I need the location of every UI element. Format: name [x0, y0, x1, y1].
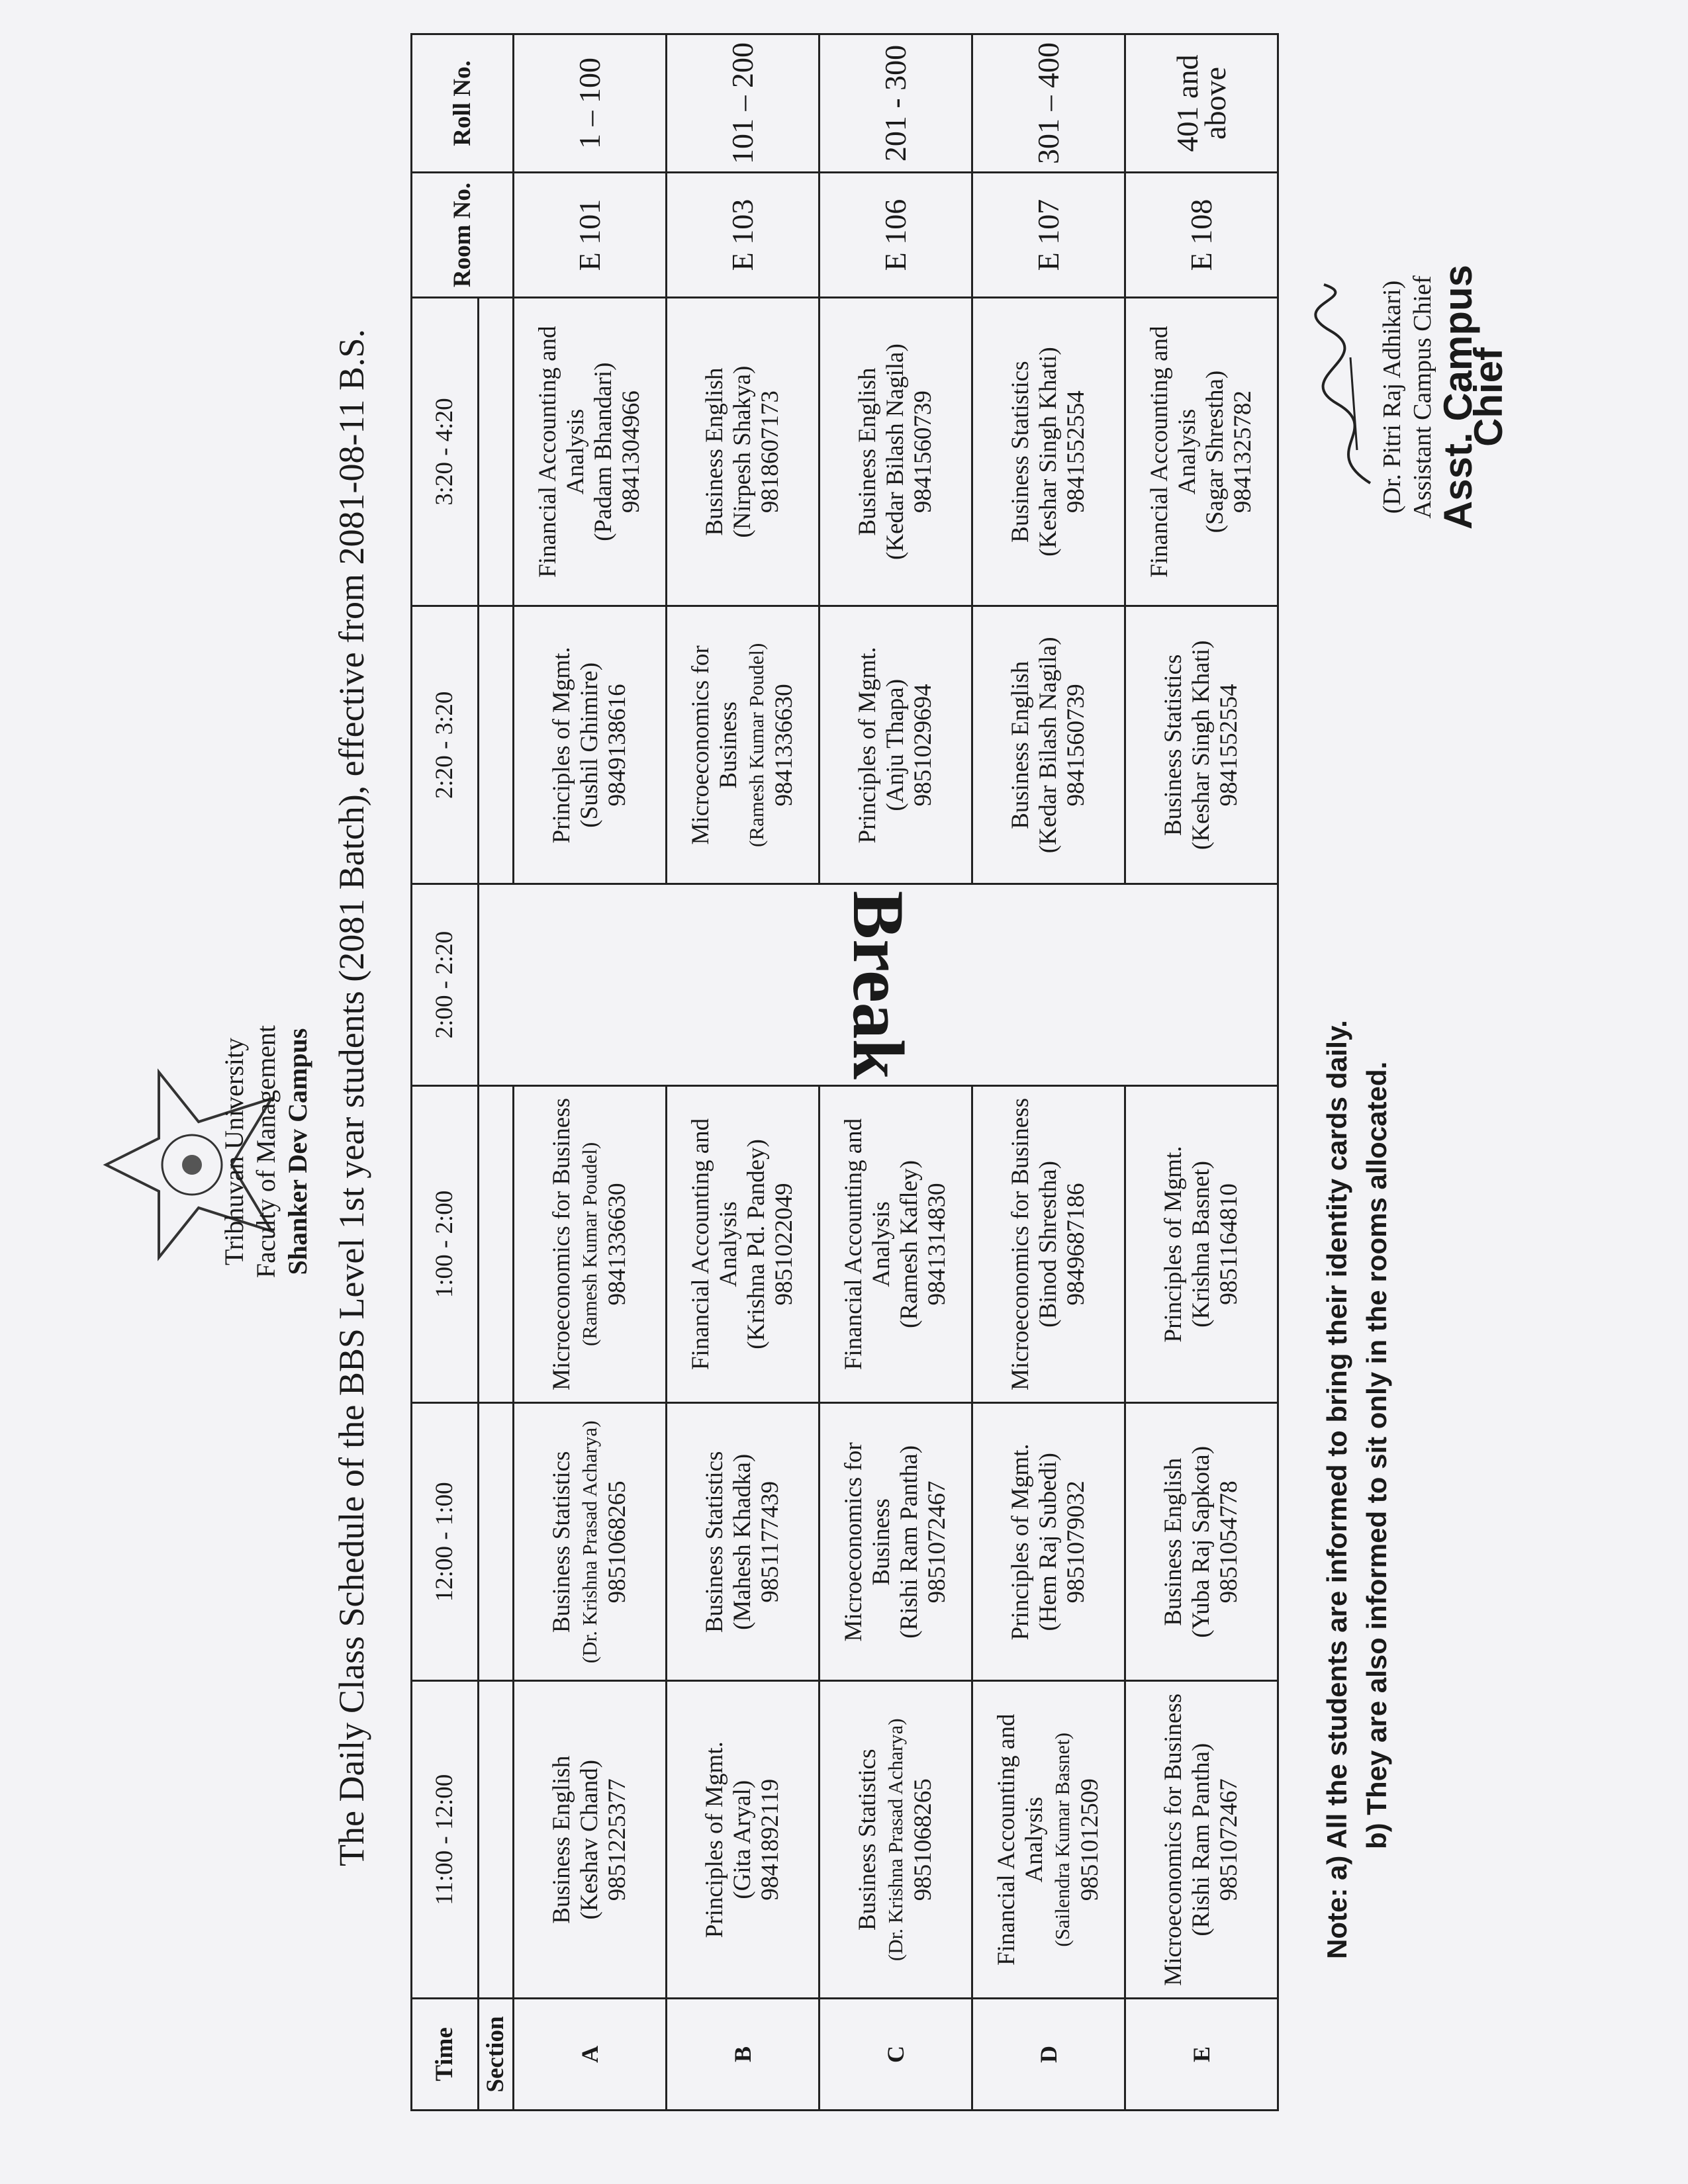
class-cell: Financial Accounting and Analysis (Padam Bhandari) 9841304966 — [514, 298, 667, 606]
roll-range: 201 - 300 — [820, 34, 972, 173]
class-cell: Business Statistics (Dr. Krishna Prasad Acharya) 9851068265 — [514, 1403, 667, 1681]
section-header: Section — [479, 1999, 514, 2111]
class-cell: Principles of Mgmt. (Sushil Ghimire) 9849138616 — [514, 606, 667, 884]
class-cell: Microeconomics for Business (Ramesh Kumar Poudel) 9841336630 — [667, 606, 820, 884]
break-cell — [479, 884, 1278, 1085]
class-cell: Business English (Kedar Bilash Nagila) 9841560739 — [820, 298, 972, 606]
slot-header-4: 2:00 - 2:20 — [412, 884, 479, 1085]
class-cell: Business Statistics (Mahesh Khadka) 9851177439 — [667, 1403, 820, 1681]
room-header: Room No. — [412, 173, 514, 298]
class-cell: Principles of Mgmt. (Anju Thapa) 9851029694 — [820, 606, 972, 884]
class-cell: Business English (Kedar Bilash Nagila) 9841560739 — [972, 606, 1125, 884]
class-cell: Business English (Yuba Raj Sapkota) 9851054778 — [1125, 1403, 1278, 1681]
designation-stamp: Asst. Campus Chief — [1436, 264, 1511, 530]
class-cell: Principles of Mgmt. (Gita Aryal) 9841892119 — [667, 1681, 820, 1999]
room-number: E 103 — [667, 173, 820, 298]
class-cell: Business Statistics (Keshar Singh Khati) 9841552554 — [1125, 606, 1278, 884]
class-cell: Business Statistics (Keshar Singh Khati) 9841552554 — [972, 298, 1125, 606]
roll-range: 1 – 100 — [514, 34, 667, 173]
section-label: B — [667, 1999, 820, 2111]
page-title: The Daily Class Schedule of the BBS Level 1st year students (2081 Batch), effective from 2081-08-11 B.S. — [332, 328, 371, 1866]
class-cell: Principles of Mgmt. (Hem Raj Subedi) 9851079032 — [972, 1403, 1125, 1681]
campus-name: Shanker Dev Campus — [283, 1028, 312, 1275]
slot-header-3: 1:00 - 2:00 — [412, 1085, 479, 1403]
room-number: E 106 — [820, 173, 972, 298]
schedule-table — [410, 33, 1279, 2111]
slot-header-6: 3:20 - 4:20 — [412, 298, 479, 606]
class-cell: Microeconomics for Business (Rishi Ram Pantha) 9851072467 — [1125, 1681, 1278, 1999]
section-label: D — [972, 1999, 1125, 2111]
note-line-1: Note: a) All the students are informed to bring their identity cards daily. — [1321, 1020, 1352, 1959]
faculty-name: Faculty of Management — [251, 1024, 281, 1279]
university-name: Tribhuvan University — [219, 1037, 249, 1266]
signatory-designation: Assistant Campus Chief — [1409, 275, 1436, 519]
section-label: E — [1125, 1999, 1278, 2111]
break-label: Break — [837, 890, 919, 1079]
slot-header-1: 11:00 - 12:00 — [412, 1681, 479, 1999]
slot-header-2: 12:00 - 1:00 — [412, 1403, 479, 1681]
room-number: E 107 — [972, 173, 1125, 298]
class-cell: Business English (Keshav Chand) 9851225377 — [514, 1681, 667, 1999]
institution-header — [218, 946, 314, 1357]
signatory-name: (Dr. Pitri Raj Adhikari) — [1378, 280, 1406, 514]
section-label: C — [820, 1999, 972, 2111]
roll-range: 301 – 400 — [972, 34, 1125, 173]
section-label: A — [514, 1999, 667, 2111]
class-cell: Principles of Mgmt. (Krishna Basnet) 9851164810 — [1125, 1085, 1278, 1403]
class-cell: Financial Accounting and Analysis (Sagar Shrestha) 9841325782 — [1125, 298, 1278, 606]
time-header: Time — [412, 1999, 479, 2111]
class-cell: Microeconomics for Business (Binod Shrestha) 9849687186 — [972, 1085, 1125, 1403]
roll-range: 101 – 200 — [667, 34, 820, 173]
class-cell: Business Statistics (Dr. Krishna Prasad Acharya) 9851068265 — [820, 1681, 972, 1999]
roll-range: 401 and above — [1125, 34, 1278, 173]
room-number: E 108 — [1125, 173, 1278, 298]
table-header-row — [412, 34, 479, 2111]
section-header-row — [479, 34, 514, 2111]
class-cell: Financial Accounting and Analysis (Sailendra Kumar Basnet) 9851012509 — [972, 1681, 1125, 1999]
class-cell: Microeconomics for Business (Ramesh Kumar Poudel) 9841336630 — [514, 1085, 667, 1403]
class-cell: Business English (Nirpesh Shakya) 9818607173 — [667, 298, 820, 606]
signature-block — [1377, 212, 1511, 582]
class-cell: Financial Accounting and Analysis (Krishna Pd. Pandey) 9851022049 — [667, 1085, 820, 1403]
note-block — [1317, 1020, 1397, 1959]
room-number: E 101 — [514, 173, 667, 298]
roll-header: Roll No. — [412, 34, 514, 173]
class-cell: Financial Accounting and Analysis (Ramesh Kafley) 9841314830 — [820, 1085, 972, 1403]
note-line-2: b) They are also informed to sit only in the rooms allocated. — [1361, 1061, 1392, 1849]
class-cell: Microeconomics for Business (Rishi Ram Pantha) 9851072467 — [820, 1403, 972, 1681]
slot-header-5: 2:20 - 3:20 — [412, 606, 479, 884]
